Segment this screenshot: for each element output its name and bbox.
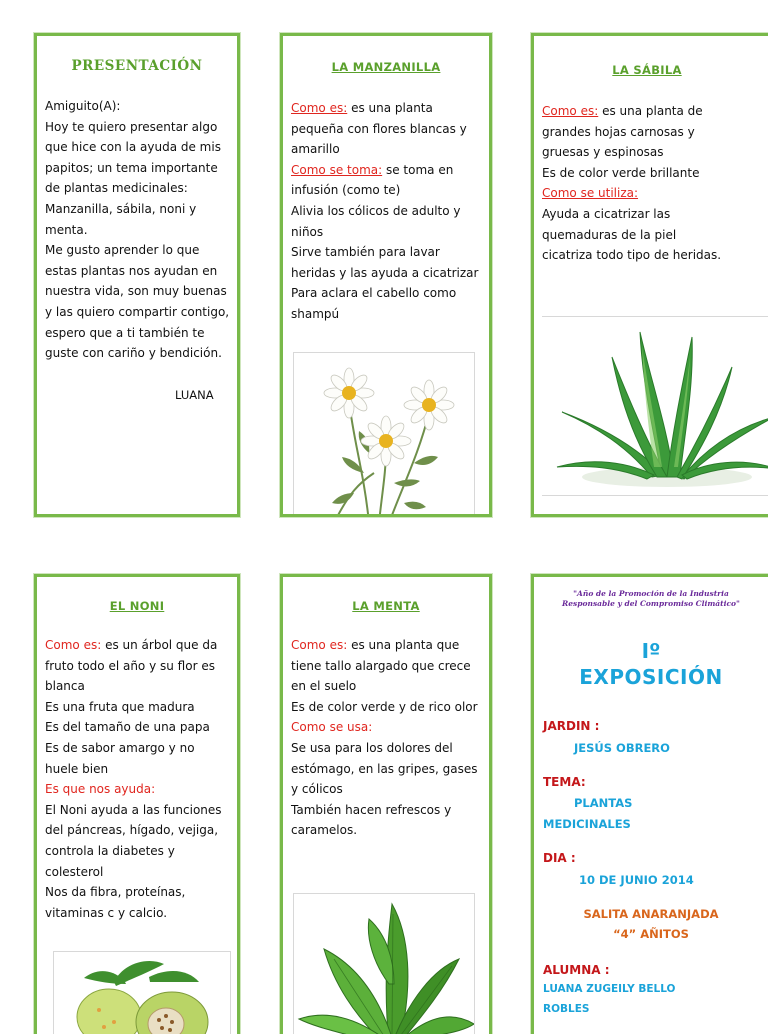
menta-line bbox=[291, 738, 478, 759]
manzanilla-body bbox=[291, 98, 478, 325]
alumna-value-2: ROBLES bbox=[543, 1003, 590, 1015]
cover-quote bbox=[542, 589, 760, 609]
alumna-value-1: LUANA ZUGEILY BELLO bbox=[543, 983, 676, 995]
noni-text: Es de sabor amargo y no bbox=[45, 740, 195, 755]
tema-value-1: PLANTAS bbox=[574, 796, 633, 810]
noni-text: del páncreas, hígado, vejiga, bbox=[45, 823, 219, 838]
cover-quote-line2: Responsable y del Compromiso Climático" bbox=[562, 599, 740, 608]
manzanilla-text: amarillo bbox=[291, 142, 340, 157]
noni-text: Es del tamaño de una papa bbox=[45, 720, 210, 735]
panel-noni bbox=[34, 574, 240, 1034]
menta-text: en el suelo bbox=[291, 679, 357, 694]
presentacion-signature: LUANA bbox=[175, 388, 214, 402]
menta-text: estómago, en las gripes, gases bbox=[291, 761, 478, 776]
noni-line bbox=[45, 841, 222, 862]
panel-manzanilla bbox=[280, 33, 492, 517]
presentacion-line: nuestra vida, son muy buenas bbox=[45, 284, 227, 299]
jardin-label: JARDIN : bbox=[543, 719, 600, 733]
menta-title: LA MENTA bbox=[352, 599, 420, 613]
manzanilla-line bbox=[291, 180, 478, 201]
sabila-line bbox=[542, 101, 721, 122]
manzanilla-label: Como es: bbox=[291, 101, 348, 115]
menta-line bbox=[291, 717, 478, 738]
chamomile-image bbox=[293, 352, 475, 517]
manzanilla-text: niños bbox=[291, 224, 324, 239]
sabila-text: cicatriza todo tipo de heridas. bbox=[542, 248, 722, 263]
noni-line bbox=[45, 656, 222, 677]
menta-text: Es de color verde y de rico olor bbox=[291, 699, 478, 714]
noni-text: controla la diabetes y bbox=[45, 843, 175, 858]
salita-line-1: SALITA ANARANJADA bbox=[583, 907, 719, 921]
noni-text: es un árbol que da bbox=[101, 638, 218, 652]
sabila-text: Es de color verde brillante bbox=[542, 165, 700, 180]
presentacion-title: PRESENTACIÓN bbox=[71, 58, 203, 74]
sabila-text: Ayuda a cicatrizar las bbox=[542, 206, 671, 221]
aloe-vera-image bbox=[542, 316, 768, 496]
noni-text: colesterol bbox=[45, 864, 104, 879]
manzanilla-line bbox=[291, 98, 478, 119]
noni-fruit-image bbox=[53, 951, 231, 1034]
noni-text: Nos da fibra, proteínas, bbox=[45, 885, 186, 900]
noni-text: Es una fruta que madura bbox=[45, 699, 195, 714]
sabila-line bbox=[542, 163, 721, 184]
sabila-line bbox=[542, 245, 721, 266]
sabila-title: LA SÁBILA bbox=[612, 63, 682, 77]
menta-line bbox=[291, 656, 478, 677]
manzanilla-line bbox=[291, 263, 478, 284]
noni-line bbox=[45, 800, 222, 821]
jardin-value: JESÚS OBRERO bbox=[574, 741, 670, 755]
manzanilla-line bbox=[291, 222, 478, 243]
sabila-line bbox=[542, 122, 721, 143]
noni-line bbox=[45, 882, 222, 903]
menta-text: es una planta que bbox=[347, 638, 460, 652]
menta-line bbox=[291, 759, 478, 780]
manzanilla-text: Sirve también para lavar bbox=[291, 245, 440, 260]
manzanilla-label: Como se toma: bbox=[291, 162, 383, 177]
menta-line bbox=[291, 635, 478, 656]
presentacion-line: papitos; un tema importante bbox=[45, 160, 218, 175]
noni-body bbox=[45, 635, 222, 923]
sabila-body bbox=[542, 101, 721, 266]
sabila-line bbox=[542, 183, 721, 204]
manzanilla-line bbox=[291, 201, 478, 222]
noni-text: fruto todo el año y su flor es bbox=[45, 658, 215, 673]
sabila-text: gruesas y espinosas bbox=[542, 145, 664, 160]
presentacion-line: menta. bbox=[45, 222, 88, 237]
manzanilla-text: shampú bbox=[291, 306, 340, 321]
presentacion-line: Manzanilla, sábila, noni y bbox=[45, 201, 197, 216]
presentacion-line: guste con cariño y bendición. bbox=[45, 346, 222, 361]
cover-ordinal: Iº bbox=[641, 639, 661, 663]
sabila-text: quemaduras de la piel bbox=[542, 227, 677, 242]
menta-label: Como es: bbox=[291, 638, 348, 652]
noni-line bbox=[45, 635, 222, 656]
menta-body bbox=[291, 635, 478, 841]
manzanilla-line bbox=[291, 119, 478, 140]
manzanilla-text: se toma en bbox=[382, 162, 454, 177]
mint-leaves-image bbox=[293, 893, 475, 1034]
menta-text: Se usa para los dolores del bbox=[291, 740, 453, 755]
presentacion-line: Amiguito(A): bbox=[45, 99, 121, 113]
manzanilla-line bbox=[291, 242, 478, 263]
presentacion-line: que hice con la ayuda de mis bbox=[45, 140, 221, 155]
noni-line bbox=[45, 717, 222, 738]
sabila-line bbox=[542, 225, 721, 246]
manzanilla-line bbox=[291, 283, 478, 304]
menta-text: y cólicos bbox=[291, 782, 343, 797]
presentacion-line: Hoy te quiero presentar algo bbox=[45, 119, 218, 134]
noni-line bbox=[45, 759, 222, 780]
manzanilla-title: LA MANZANILLA bbox=[331, 60, 441, 74]
manzanilla-text: heridas y las ayuda a cicatrizar bbox=[291, 265, 479, 280]
sabila-label: Como se utiliza: bbox=[542, 186, 639, 201]
cover-exposicion: EXPOSICIÓN bbox=[579, 665, 723, 689]
menta-text: tiene tallo alargado que crece bbox=[291, 658, 471, 673]
presentacion-line: y las quiero compartir contigo, bbox=[45, 304, 230, 319]
presentacion-line: de plantas medicinales: bbox=[45, 181, 188, 196]
panel-menta bbox=[280, 574, 492, 1034]
noni-label: Es que nos ayuda: bbox=[45, 782, 156, 797]
presentacion-line: espero que a ti también te bbox=[45, 325, 205, 340]
salita-line-2: “4” AÑITOS bbox=[613, 927, 689, 941]
sabila-line bbox=[542, 204, 721, 225]
manzanilla-line bbox=[291, 304, 478, 325]
tema-value-2: MEDICINALES bbox=[543, 817, 631, 831]
tema-label: TEMA: bbox=[543, 775, 586, 789]
noni-text: El Noni ayuda a las funciones bbox=[45, 802, 222, 817]
noni-text: blanca bbox=[45, 679, 85, 694]
panel-sabila bbox=[531, 33, 768, 517]
panel-cover bbox=[531, 574, 768, 1034]
menta-line bbox=[291, 676, 478, 697]
dia-label: DIA : bbox=[543, 851, 576, 865]
dia-value: 10 DE JUNIO 2014 bbox=[579, 873, 694, 887]
noni-title: EL NONI bbox=[109, 599, 165, 613]
manzanilla-line bbox=[291, 139, 478, 160]
manzanilla-text: es una planta bbox=[347, 101, 433, 115]
menta-line bbox=[291, 779, 478, 800]
noni-line bbox=[45, 676, 222, 697]
manzanilla-text: Para aclara el cabello como bbox=[291, 286, 457, 301]
sabila-label: Como es: bbox=[542, 104, 599, 118]
menta-text: También hacen refrescos y bbox=[291, 802, 452, 817]
manzanilla-text: Alivia los cólicos de adulto y bbox=[291, 203, 461, 218]
presentacion-line: Me gusto aprender lo que bbox=[45, 243, 200, 258]
sabila-text: es una planta de bbox=[598, 104, 703, 118]
alumna-label: ALUMNA : bbox=[543, 963, 610, 977]
noni-line bbox=[45, 862, 222, 883]
panel-presentacion bbox=[34, 33, 240, 517]
noni-label: Como es: bbox=[45, 638, 102, 652]
menta-label: Como se usa: bbox=[291, 720, 373, 735]
menta-line bbox=[291, 697, 478, 718]
manzanilla-line bbox=[291, 160, 478, 181]
noni-line bbox=[45, 903, 222, 924]
menta-text: caramelos. bbox=[291, 823, 358, 838]
noni-text: vitaminas c y calcio. bbox=[45, 905, 168, 920]
sabila-text: grandes hojas carnosas y bbox=[542, 124, 695, 139]
menta-line bbox=[291, 800, 478, 821]
noni-line bbox=[45, 820, 222, 841]
manzanilla-text: infusión (como te) bbox=[291, 183, 401, 198]
noni-line bbox=[45, 738, 222, 759]
menta-line bbox=[291, 820, 478, 841]
manzanilla-text: pequeña con flores blancas y bbox=[291, 121, 467, 136]
noni-line bbox=[45, 779, 222, 800]
noni-line bbox=[45, 697, 222, 718]
noni-text: huele bien bbox=[45, 761, 109, 776]
presentacion-line: estas plantas nos ayudan en bbox=[45, 263, 218, 278]
presentacion-body bbox=[45, 96, 229, 364]
sabila-line bbox=[542, 142, 721, 163]
cover-quote-line1: "Año de la Promoción de la Industria bbox=[573, 589, 729, 598]
